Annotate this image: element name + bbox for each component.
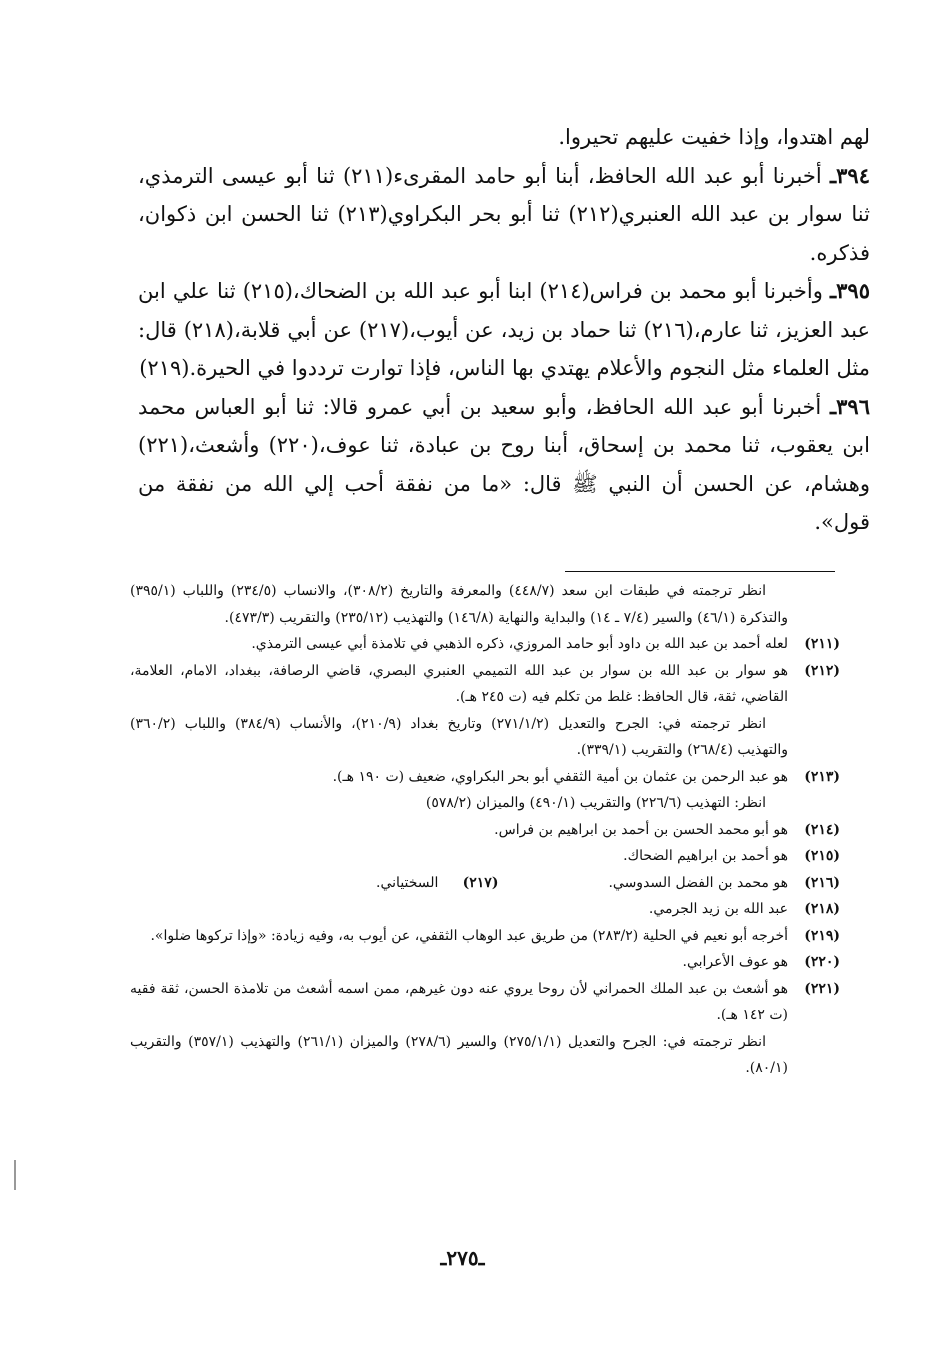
footnote-number: (٢١٨) [804,901,840,917]
footnote-221-references: انظر ترجمته في: الجرح والتعديل (٢٧٥/١/١) والسير (٢٧٨/٦) والميزان (٢٦١/١) والتهذيب (٣٥٧/١) والتقريب (٨٠/١). [130,1033,788,1076]
paragraph-395 [138,272,870,388]
main-text [138,118,870,542]
footnote-221 [130,976,840,1029]
footnote-text: هو سوار بن عبد الله بن سوار بن عبد الله التميمي العنبري البصري، قاضي الرصافة، ببغداد، الامام، العلامة، القاضي، ثقة، قال الحافظ: غلط من تكلم فيه (ت ٢٤٥ هـ). [130,662,788,705]
footnote-220 [130,949,840,976]
page-number: ـ٢٧٥ـ [440,1246,485,1270]
narration-number-394: ٣٩٤ـ [830,162,870,188]
footnote-number: (٢١١) [804,636,840,652]
narration-text-395: وأخبرنا أبو محمد بن فراس(٢١٤) ابنا أبو عبد الله بن الضحاك،(٢١٥) ثنا علي ابن عبد العزيز، ثنا عارم،(٢١٦) ثنا حماد بن زيد، عن أيوب،(٢١٧) عن أبي قلابة،(٢١٨) قال: مثل العلماء مثل النجوم والأعلام يهتدي بها الناس، فإذا توارت ترددوا في الحيرة.(٢١٩) [138,279,870,380]
narration-text-396: أخبرنا أبو عبد الله الحافظ، وأبو سعيد بن أبي عمرو قالا: ثنا أبو العباس محمد ابن يعقوب، ثنا محمد بن إسحاق، أبنا روح بن عبادة، ثنا عوف،(٢٢٠) وأشعث،(٢٢١) وهشام، عن الحسن أن النبي ﷺ قال: «ما من نفقة أحب إلي الله من نفقة من قول». [138,394,870,534]
paragraph-continuation: لهم اهتدوا، وإذا خفيت عليهم تحيروا. [558,125,870,149]
footnote-text: أخرجه أبو نعيم في الحلية (٢٨٣/٢) من طريق عبد الوهاب الثقفي، عن أيوب به، وفيه زيادة: «وإذا تركوها ضلوا». [150,927,788,944]
narration-number-395: ٣٩٥ـ [830,278,870,303]
footnote-text: هو عوف الأعرابي. [682,954,788,970]
footnote-218 [130,896,840,923]
footnote-number: (٢١٤) [804,821,840,838]
footnote-number: (٢١٢) [804,662,840,679]
footnote-intro: انظر ترجمته في طبقات ابن سعد (٤٤٨/٧) والمعرفة والتاريخ (٣٠٨/٢)، والانساب (٢٣٤/٥) واللباب (٣٩٥/١) والتذكرة (٤٦/١) والسير (٧/٤ ـ ١٤) والبداية والنهاية (١٤٦/٨) والتهذيب (٢٣٥/١٢) والتقريب (٤٧٣/٣). [130,583,788,626]
footnote-text: هو أبو محمد الحسن بن أحمد بن ابراهيم بن فراس. [494,821,788,838]
footnote-215 [130,843,840,870]
footnote-number: (٢٢٠) [804,954,840,970]
footnote-text: هو عبد الرحمن بن عثمان بن أمية الثقفي أبو بحر البكراوي، ضعيف (ت ١٩٠ هـ). [332,768,788,785]
footnote-212-references: انظر ترجمته في: الجرح والتعديل (٢٧١/١/٢) وتاريخ بغداد (٢١٠/٩)، والأنساب (٣٨٤/٩) واللباب (٣٦٠/٢) والتهذيب (٢٦٨/٤) والتقريب (٣٣٩/١). [130,715,788,758]
footnote-text: لعله أحمد بن عبد الله بن داود أبو حامد المروزي، ذكره الذهبي في تلامذة أبي عيسى الترمذي. [251,636,788,652]
footnote-text: السختياني. [376,874,439,891]
footnote-number: (٢١٧) [462,874,499,891]
footnote-214 [130,817,840,844]
footnote-number: (٢١٩) [804,927,840,944]
footnote-number: (٢١٥) [804,848,840,864]
footnote-divider [565,571,835,572]
footnote-211 [130,631,840,658]
footnote-text: هو أحمد بن ابراهيم الضحاك. [623,848,788,864]
footnote-213 [130,764,840,791]
paragraph-394 [138,157,870,273]
footnotes [130,578,840,1082]
paragraph-396 [138,388,870,542]
footnote-text: هو محمد بن الفضل السدوسي. [608,874,788,891]
footnote-number: (٢١٦) [804,874,840,891]
footnote-text: هو أشعث بن عبد الملك الحمراني لأن روحا يروي عنه دون غيرهم، ممن اسمه أشعث من تلامذة الحسن، ثقة فقيه (ت ١٤٢ هـ). [130,980,788,1023]
footnote-number: (٢٢١) [804,980,840,997]
footnote-216-217 [130,870,840,897]
scan-margin-mark [14,1160,16,1190]
narration-text-394: أخبرنا أبو عبد الله الحافظ، أبنا أبو حامد المقرىء(٢١١) ثنا أبو عيسى الترمذي، ثنا سوار بن عبد الله العنبري(٢١٢) ثنا أبو بحر البكراوي(٢١٣) ثنا الحسن ابن ذكوان، فذكره. [138,163,870,265]
footnote-219 [130,923,840,950]
footnote-213-references: انظر: التهذيب (٢٢٦/٦) والتقريب (٤٩٠/١) والميزان (٥٧٨/٢) [425,795,766,811]
footnote-212 [130,658,840,711]
footnote-number: (٢١٣) [804,768,840,785]
footnote-text: عبد الله بن زيد الجرمي. [648,901,788,917]
narration-number-396: ٣٩٦ـ [830,393,870,419]
